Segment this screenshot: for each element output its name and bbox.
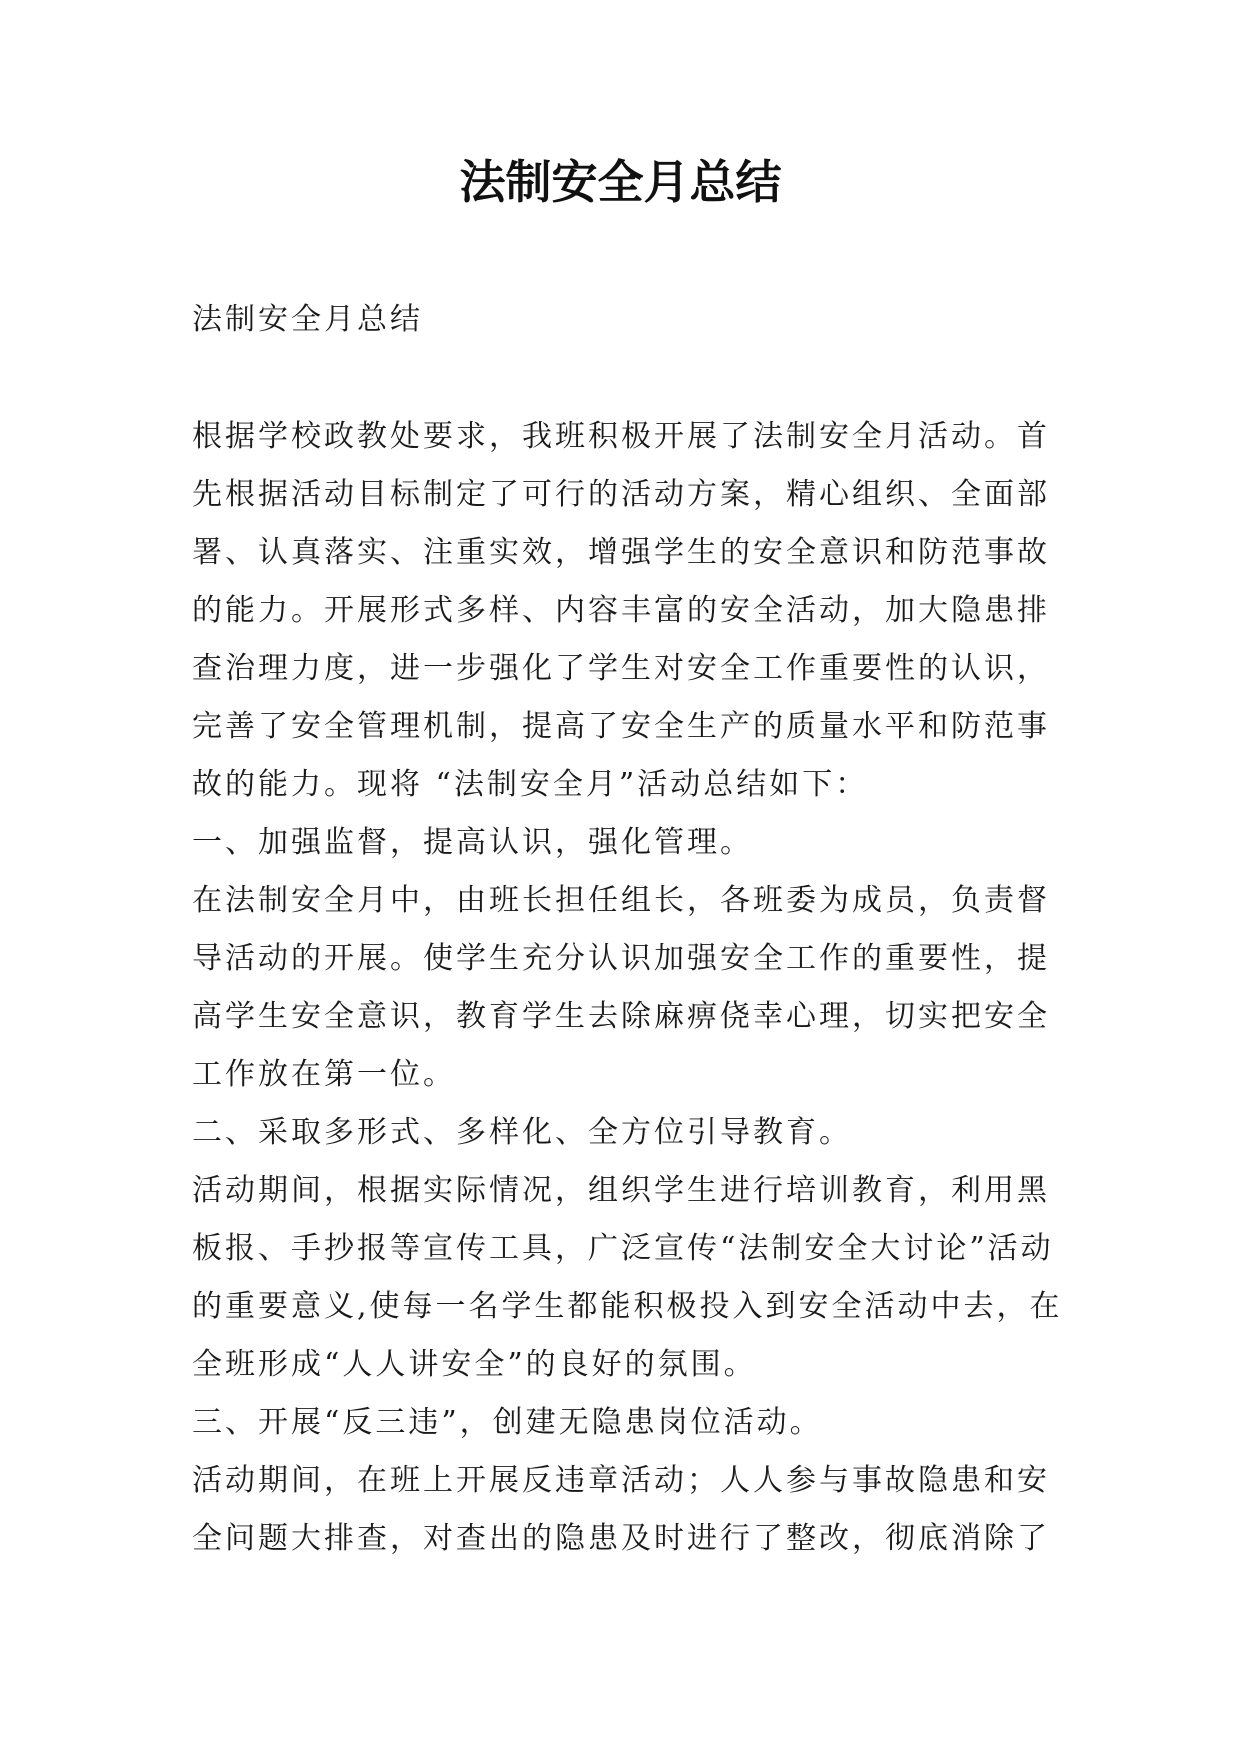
section-heading-1: 一、加强监督，提高认识，强化管理。 [192,825,753,860]
section-paragraph-1: 在法制安全月中，由班长担任组长，各班委为成员，负责督导活动的开展。使学生充分认识加强安全工作的重要性，提高学生安全意识，教育学生去除麻痹侥幸心理，切实把安全工作放在第一位。 [192,883,1050,1092]
document-title: 法制安全月总结 [459,155,782,209]
document-body [192,408,1066,1568]
section-paragraph-3: 活动期间，在班上开展反违章活动；人人参与事故隐患和安全问题大排查，对查出的隐患及时进行了整改，彻底消除了 [192,1463,1050,1556]
intro-paragraph: 根据学校政教处要求，我班积极开展了法制安全月活动。首先根据活动目标制定了可行的活动方案，精心组织、全面部署、认真落实、注重实效，增强学生的安全意识和防范事故的能力。开展形式多样、内容丰富的安全活动，加大隐患排查治理力度，进一步强化了学生对安全工作重要性的认识，完善了安全管理机制，提高了安全生产的质量水平和防范事故的能力。现将 “法制安全月”活动总结如下： [192,419,1050,802]
document-subtitle: 法制安全月总结 [192,302,423,337]
section-heading-3: 三、开展“反三违”，创建无隐患岗位活动。 [192,1405,823,1440]
section-heading-2: 二、采取多形式、多样化、全方位引导教育。 [192,1115,852,1150]
section-paragraph-2: 活动期间，根据实际情况，组织学生进行培训教育，利用黑板报、手抄报等宣传工具，广泛宣传“法制安全大讨论”活动的重要意义,使每一名学生都能积极投入到安全活动中去，在全班形成“人人讲安全”的良好的氛围。 [192,1173,1063,1382]
